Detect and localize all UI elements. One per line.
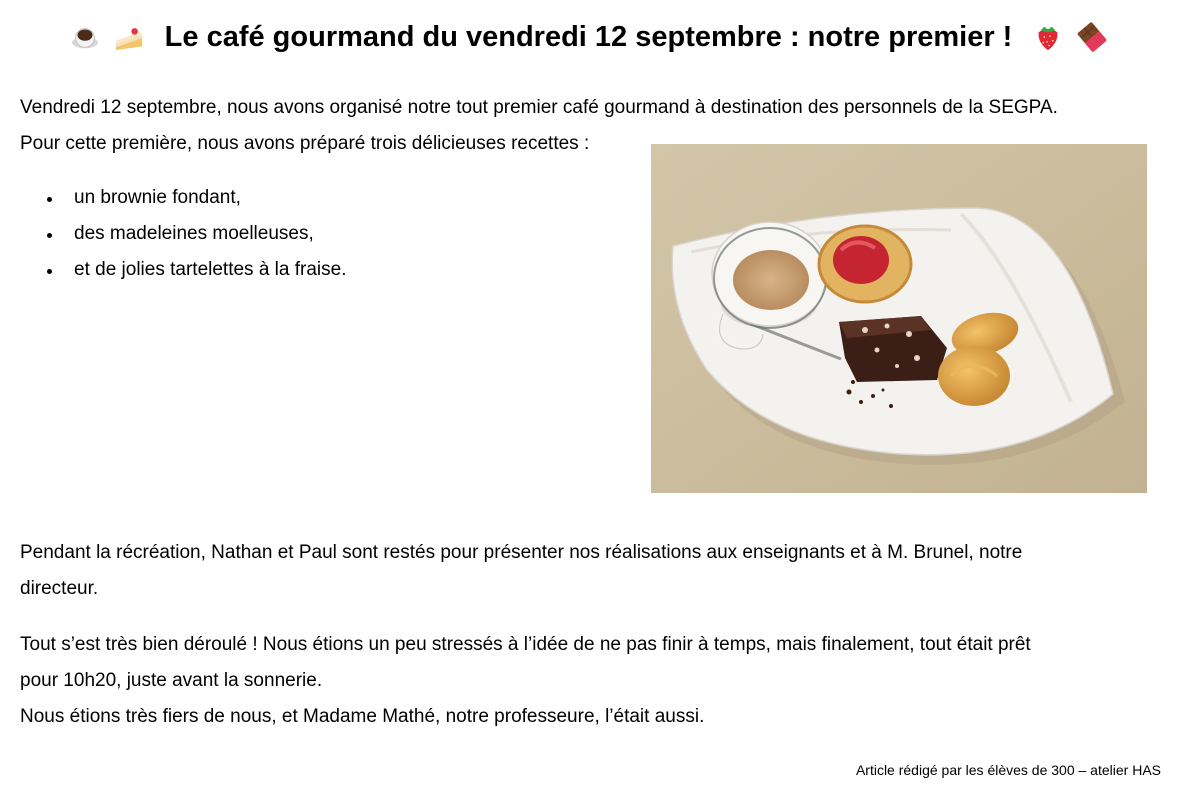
- cake-icon: [114, 22, 144, 52]
- presentation-paragraph: [20, 535, 1170, 607]
- conclusion-line-3: Nous étions très fiers de nous, et Madame Mathé, notre professeure, l’était aussi.: [20, 706, 705, 727]
- presentation-line-2: directeur.: [20, 578, 99, 599]
- recipe-list: [20, 180, 346, 288]
- conclusion-paragraph: [20, 627, 1170, 735]
- conclusion-line-2: pour 10h20, juste avant la sonnerie.: [20, 670, 323, 691]
- conclusion-line-1: Tout s’est très bien déroulé ! Nous étions un peu stressés à l’idée de ne pas finir à temps, mais finalement, tout était prêt: [20, 634, 1031, 655]
- chocolate-icon: [1077, 22, 1107, 52]
- list-item: un brownie fondant,: [20, 180, 346, 216]
- page-title-row: [0, 14, 1177, 59]
- cafe-gourmand-photo: [651, 144, 1147, 493]
- intro-line-2: Pour cette première, nous avons préparé trois délicieuses recettes :: [20, 133, 590, 154]
- strawberry-icon: [1033, 22, 1063, 52]
- list-item: et de jolies tartelettes à la fraise.: [20, 252, 346, 288]
- list-item: des madeleines moelleuses,: [20, 216, 346, 252]
- intro-line-1: Vendredi 12 septembre, nous avons organisé notre tout premier café gourmand à destination des personnels de la SEGPA.: [20, 97, 1058, 118]
- article-credit: Article rédigé par les élèves de 300 – atelier HAS: [855, 762, 1161, 778]
- presentation-line-1: Pendant la récréation, Nathan et Paul sont restés pour présenter nos réalisations aux enseignants et à M. Brunel, notre: [20, 542, 1023, 563]
- page-title: Le café gourmand du vendredi 12 septembre : notre premier !: [164, 21, 1013, 54]
- coffee-icon: [70, 22, 100, 52]
